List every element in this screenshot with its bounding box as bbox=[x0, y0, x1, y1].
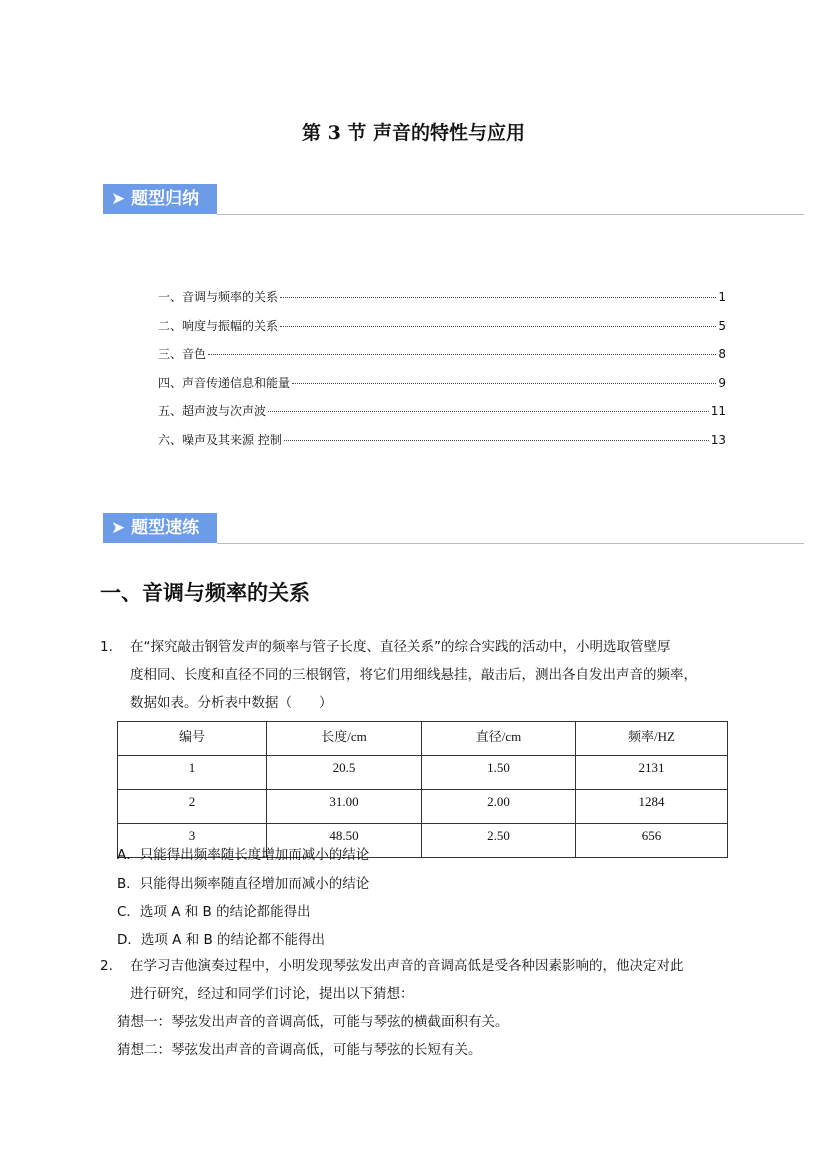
toc-entry[interactable] bbox=[158, 402, 726, 419]
cell: 2 bbox=[118, 790, 267, 824]
text-line: 在“探究敲击钢管发声的频率与管子长度、直径关系”的综合实践的活动中，小明选取管壁厚 bbox=[130, 639, 671, 655]
toc-leader bbox=[292, 383, 716, 384]
toc-page-number: 9 bbox=[718, 375, 726, 390]
toc-label: 三、音色 bbox=[158, 347, 207, 361]
toc-entry[interactable] bbox=[158, 317, 726, 334]
cell: 20.5 bbox=[267, 756, 422, 790]
cell: 1284 bbox=[576, 790, 728, 824]
toc-label: 二、响度与振幅的关系 bbox=[158, 318, 279, 333]
cell: 1 bbox=[118, 756, 267, 790]
cell: 2.00 bbox=[422, 790, 576, 824]
toc-page-number: 5 bbox=[718, 318, 726, 333]
toc-label: 一、音调与频率的关系 bbox=[158, 290, 279, 304]
toc-page-number: 11 bbox=[710, 404, 726, 418]
section-heading: 一、音调与频率的关系 bbox=[100, 581, 310, 605]
toc-leader bbox=[208, 354, 716, 355]
toc-label: 四、声音传递信息和能量 bbox=[158, 375, 291, 390]
toc-label: 五、超声波与次声波 bbox=[158, 404, 267, 418]
question-1-text bbox=[130, 633, 697, 717]
text-line: 度相同、长度和直径不同的三根钢管，将它们用细线悬挂，敲击后，测出各自发出声音的频率， bbox=[130, 667, 697, 683]
toc-label: 六、噪声及其来源 控制 bbox=[158, 432, 282, 447]
header-cell: 长度/cm bbox=[267, 722, 422, 756]
text-line: 进行研究，经过和同学们讨论，提出以下猜想： bbox=[130, 986, 414, 1002]
option-a: A．只能得出频率随长度增加而减小的结论 bbox=[117, 847, 370, 863]
header-cell: 频率/HZ bbox=[576, 722, 728, 756]
cell: 2.50 bbox=[422, 824, 576, 858]
toc-entry[interactable] bbox=[158, 345, 726, 362]
question-number: 2. bbox=[100, 958, 113, 974]
toc-entry[interactable] bbox=[158, 374, 726, 391]
toc-page-number: 13 bbox=[710, 432, 726, 447]
toc-entry[interactable] bbox=[158, 288, 726, 305]
table-row bbox=[118, 756, 728, 790]
page-title: 第 3 节 声音的特性与应用 bbox=[301, 122, 526, 144]
option-b: B．只能得出频率随直径增加而减小的结论 bbox=[117, 876, 370, 892]
section-banner-summary: ➤ 题型归纳 bbox=[103, 184, 217, 214]
divider bbox=[217, 214, 804, 215]
table-row bbox=[118, 790, 728, 824]
header-cell: 直径/cm bbox=[422, 722, 576, 756]
toc-leader bbox=[280, 297, 716, 298]
table-header-row bbox=[118, 722, 728, 756]
cell: 48.50 bbox=[267, 824, 422, 858]
text-line: 在学习吉他演奏过程中，小明发现琴弦发出声音的音调高低是受各种因素影响的，他决定对此 bbox=[130, 958, 684, 974]
cell: 1.50 bbox=[422, 756, 576, 790]
divider bbox=[217, 543, 804, 544]
toc-leader bbox=[284, 440, 709, 441]
data-table bbox=[117, 721, 728, 858]
text-line: 数据如表。分析表中数据（ ） bbox=[130, 695, 333, 711]
section-banner-practice: ➤ 题型速练 bbox=[103, 513, 217, 543]
toc-entry[interactable] bbox=[158, 431, 726, 448]
guess-2: 猜想二：琴弦发出声音的音调高低，可能与琴弦的长短有关。 bbox=[117, 1042, 482, 1058]
question-2-text bbox=[130, 952, 684, 1008]
header-cell: 编号 bbox=[118, 722, 267, 756]
question-number: 1. bbox=[100, 639, 113, 655]
guess-1: 猜想一：琴弦发出声音的音调高低，可能与琴弦的横截面积有关。 bbox=[117, 1014, 509, 1030]
cell: 31.00 bbox=[267, 790, 422, 824]
toc-page-number: 8 bbox=[718, 347, 726, 361]
option-d: D．选项 A 和 B 的结论都不能得出 bbox=[117, 932, 326, 948]
toc-leader bbox=[280, 326, 716, 327]
cell: 2131 bbox=[576, 756, 728, 790]
option-c: C．选项 A 和 B 的结论都能得出 bbox=[117, 904, 311, 920]
toc-leader bbox=[268, 411, 709, 412]
toc-page-number: 1 bbox=[718, 290, 726, 304]
cell: 656 bbox=[576, 824, 728, 858]
cell: 3 bbox=[118, 824, 267, 858]
